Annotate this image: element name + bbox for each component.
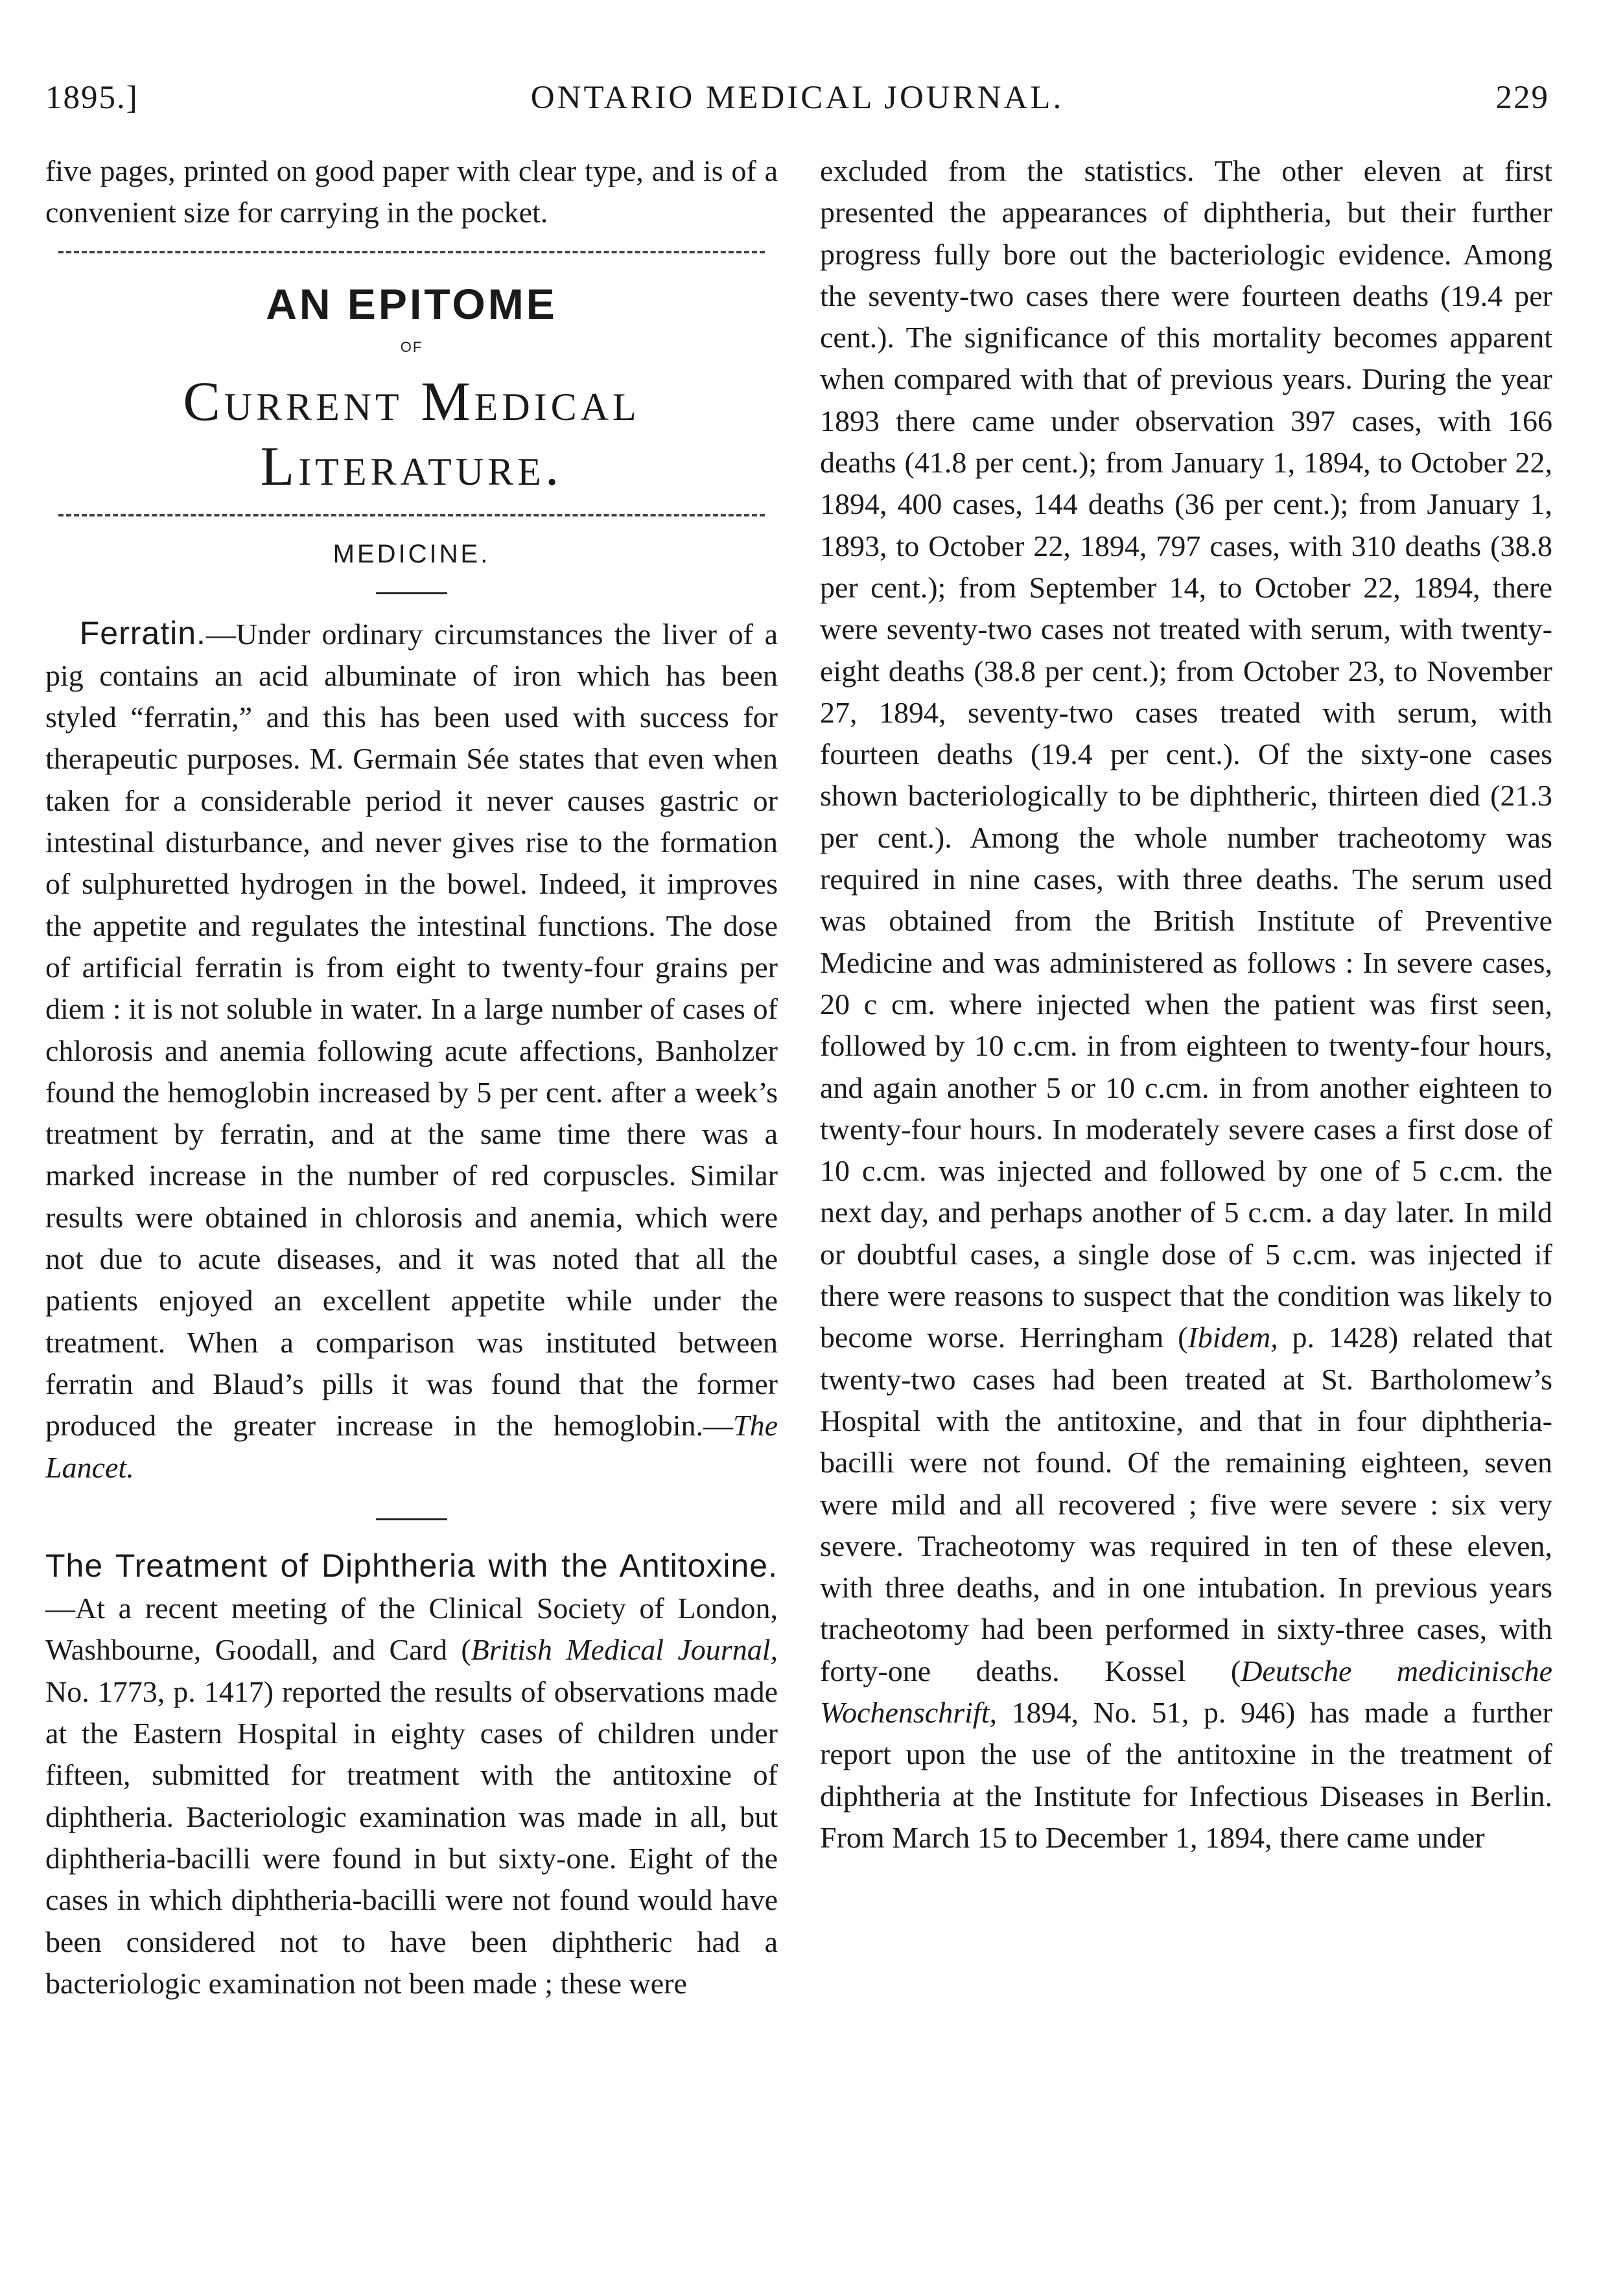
- article-body: —Under ordinary circumstances the liver of a pig contains an acid albuminate of iron which has been styled “ferratin,” and this has been used with success for therapeutic purposes. M. Germain Sée states that even when taken for a considerable period it never causes gastric or intestinal disturbance, and never gives rise to the formation of sulphuretted hydrogen in the bowel. Indeed, it improves the appetite and regulates the intestinal functions. The dose of artificial ferratin is from eight to twenty-four grains per diem : it is not soluble in water. In a large number of cases of chlorosis and anemia following acute affections, Banholzer found the hemoglobin increased by 5 per cent. after a week’s treatment by ferratin, and at the same time there was a marked increase in the number of red corpuscles. Similar results were obtained in chlorosis and anemia, which were not due to acute diseases, and it was noted that all the patients enjoyed an excellent appetite while under the treatment. When a comparison was instituted between ferratin and Blaud’s pills it was found that the former produced the greater increase in the hemoglobin.—: [45, 617, 778, 1443]
- short-rule: [376, 1518, 447, 1520]
- left-column: [45, 150, 778, 2004]
- journal-title: ONTARIO MEDICAL JOURNAL.: [530, 80, 1064, 116]
- article-body: —At a recent meeting of the Clinical Society of London, Washbourne, Goodall, and Card (: [45, 1592, 778, 1667]
- article-source: The Lancet.: [45, 1409, 778, 1484]
- short-rule: [376, 592, 447, 594]
- article-lead: Ferratin.: [79, 614, 206, 651]
- article-citation: Ibidem,: [1187, 1321, 1278, 1354]
- article-body: excluded from the statistics. The other eleven at first presented the appearances of diphtheria, but their further progress fully bore out the bacteriologic evidence. Among the seventy-two cases there were fourteen deaths (19.4 per cent.). The significance of this mortality becomes apparent when compared with that of previous years. During the year 1893 there came under observation 397 cases, with 166 deaths (41.8 per cent.); from January 1, 1894, to October 22, 1894, 400 cases, 144 deaths (36 per cent.); from January 1, 1893, to October 22, 1894, 797 cases, with 310 deaths (38.8 per cent.); from September 14, to October 22, 1894, there were seventy-two cases not treated with serum, with twenty-eight deaths (38.8 per cent.); from October 23, to November 27, 1894, seventy-two cases treated with serum, with fourteen deaths (19.4 per cent.). Of the sixty-one cases shown bacteriologically to be diphtheric, thirteen died (21.3 per cent.). Among the whole number tracheotomy was required in nine cases, with three deaths. The serum used was obtained from the British Institute of Preventive Medicine and was administered as follows : In severe cases, 20 c cm. where injected when the patient was first seen, followed by 10 c.cm. in from eighteen to twenty-four hours, and again another 5 or 10 c.cm. in from another eighteen to twenty-four hours. In moderately severe cases a first dose of 10 c.cm. was injected and followed by one of 5 c.cm. the next day, and perhaps another of 5 c.cm. a day later. In mild or doubtful cases, a single dose of 5 c.cm. was injected if there were reasons to suspect that the condition was likely to become worse. Herringham (: [820, 154, 1552, 1354]
- epitome-subtitle: Current Medical Literature.: [183, 369, 640, 497]
- right-column: [820, 150, 1552, 1859]
- article-diphtheria-continued: [820, 150, 1552, 1859]
- article-citation: British Medical Journal,: [471, 1633, 778, 1667]
- epitome-title: AN EPITOME: [266, 279, 557, 328]
- section-divider: [58, 251, 765, 253]
- epitome-of: OF: [400, 338, 423, 355]
- article-body: 1894, No. 51, p. 946) has made a further report upon the use of the antitoxine in the treatment of diphtheria at the Institute for Infectious Diseases in Berlin. From March 15 to December 1, 1894, there came under: [820, 1695, 1552, 1854]
- article-ferratin: [45, 612, 778, 1489]
- article-body: No. 1773, p. 1417) reported the results of observations made at the Eastern Hospital in eighty cases of children under fifteen, submitted for treatment with the antitoxine of diphtheria. Bacteriologic examination was made in all, but diphtheria-bacilli were found in but sixty-one. Eight of the cases in which diphtheria-bacilli were not found would have been considered not to have been diphtheric had a bacteriologic examination not been made ; these were: [45, 1675, 778, 2000]
- article-lead: The Treatment of Diphtheria with the Antitoxine.: [45, 1547, 778, 1584]
- article-citation: Deutsche medicinische Wochenschrift,: [820, 1654, 1552, 1729]
- article-body: p. 1428) related that twenty-two cases had been treated at St. Bartholomew’s Hospital with the antitoxine, and that in four diphtheria-bacilli were not found. Of the remaining eighteen, seven were mild and all recovered ; five were severe : six very severe. Tracheotomy was required in ten of these eleven, with three deaths, and in one intubation. In previous years tracheotomy had been performed in sixty-three cases, with forty-one deaths. Kossel (: [820, 1321, 1552, 1687]
- title-divider: [58, 514, 765, 516]
- running-header: [45, 79, 1549, 131]
- header-year: 1895.]: [45, 80, 139, 116]
- article-diphtheria: [45, 1545, 778, 2004]
- section-heading: MEDICINE.: [333, 539, 491, 568]
- intro-paragraph: five pages, printed on good paper with clear type, and is of a convenient size for carrying in the pocket.: [45, 154, 778, 229]
- page-number: 229: [1495, 80, 1549, 116]
